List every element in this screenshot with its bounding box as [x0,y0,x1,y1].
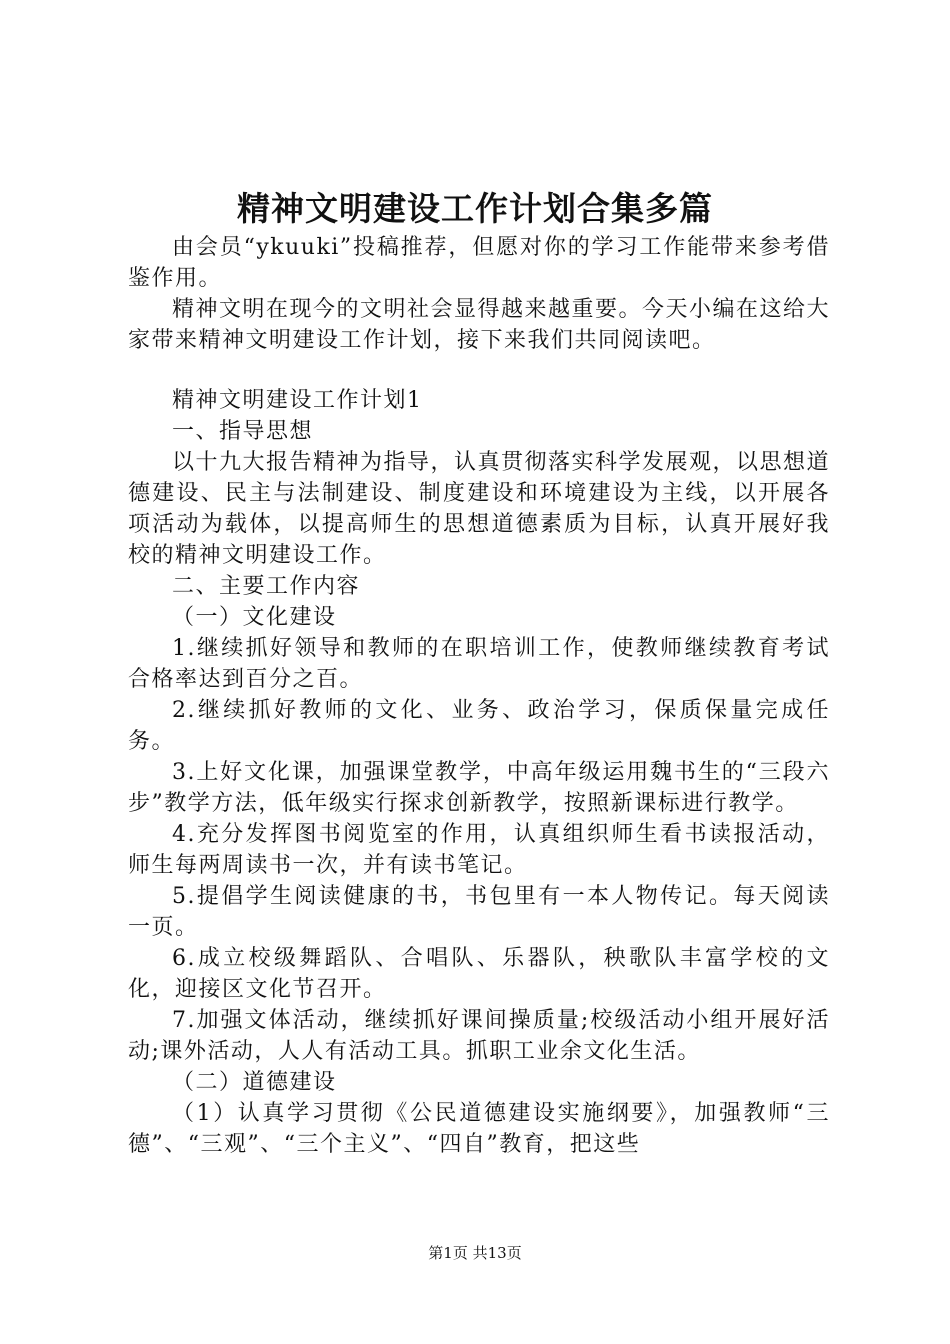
list-item: 5.提倡学生阅读健康的书，书包里有一本人物传记。每天阅读一页。 [128,884,830,940]
page-footer: 第1页 共13页 [428,1244,522,1262]
list-item: 7.加强文体活动，继续抓好课间操质量;校级活动小组开展好活动;课外活动，人人有活动工具。抓职工业余文化生活。 [128,1008,830,1064]
list-item: 3.上好文化课，加强课堂教学，中高年级运用魏书生的“三段六步”教学方法，低年级实行探求创新教学，按照新课标进行教学。 [128,760,830,816]
list-item: 2.继续抓好教师的文化、业务、政治学习，保质保量完成任务。 [128,698,830,754]
list-item: 4.充分发挥图书阅览室的作用，认真组织师生看书读报活动，师生每两周读书一次，并有读书笔记。 [128,822,830,878]
document-body [128,232,830,1160]
subsection-heading: （二）道德建设 [172,1070,337,1095]
section-heading: 一、指导思想 [172,419,314,444]
section-heading: 二、主要工作内容 [172,574,361,599]
list-item: 1.继续抓好领导和教师的在职培训工作，使教师继续教育考试合格率达到百分之百。 [128,636,830,692]
intro-paragraph: 由会员“ykuuki”投稿推荐，但愿对你的学习工作能带来参考借鉴作用。 [128,235,830,291]
body-paragraph: 以十九大报告精神为指导，认真贯彻落实科学发展观，以思想道德建设、民主与法制建设、制度建设和环境建设为主线，以开展各项活动为载体，以提高师生的思想道德素质为目标，认真开展好我校的精神文明建设工作。 [128,450,831,568]
section-heading: 精神文明建设工作计划1 [172,388,423,413]
subsection-heading: （一）文化建设 [172,605,337,630]
intro-paragraph: 精神文明在现今的文明社会显得越来越重要。今天小编在这给大家带来精神文明建设工作计划，接下来我们共同阅读吧。 [128,297,831,353]
list-item: （1）认真学习贯彻《公民道德建设实施纲要》，加强教师“三德”、“三观”、“三个主义”、“四自”教育，把这些 [128,1101,830,1157]
document-title: 精神文明建设工作计划合集多篇 [237,189,713,228]
list-item: 6.成立校级舞蹈队、合唱队、乐器队，秧歌队丰富学校的文化，迎接区文化节召开。 [128,946,830,1002]
